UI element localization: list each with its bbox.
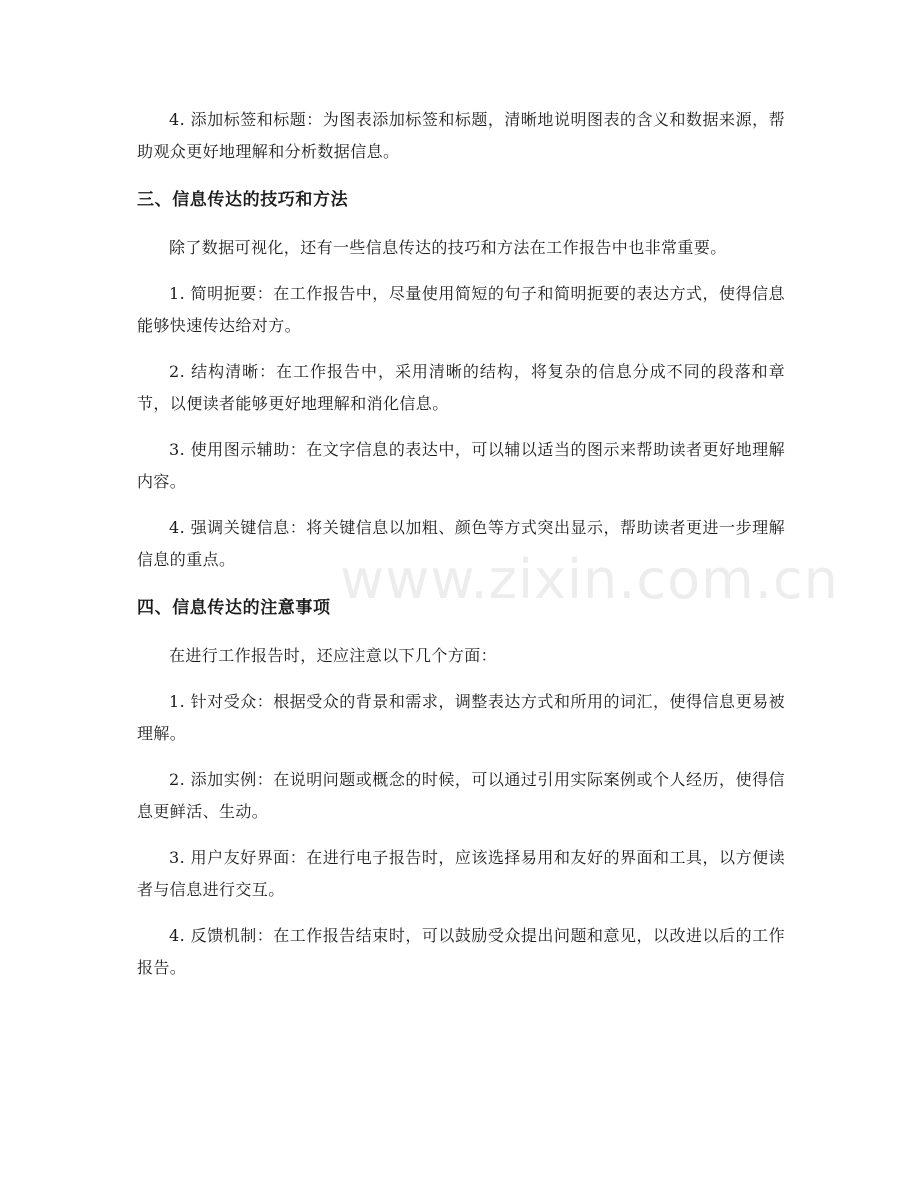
section-heading-4: 四、信息传达的注意事项 — [137, 598, 331, 618]
paragraph-intro-techniques: 除了数据可视化，还有一些信息传达的技巧和方法在工作报告中也非常重要。 — [169, 238, 727, 257]
paragraph-feedback-mechanism: 4. 反馈机制：在工作报告结束时，可以鼓励受众提出问题和意见，以改进以后的工作报告。 — [137, 926, 785, 977]
paragraph-emphasize-key-info: 4. 强调关键信息：将关键信息以加粗、颜色等方式突出显示，帮助读者更进一步理解信息的重点。 — [137, 518, 785, 569]
paragraph-add-examples: 2. 添加实例：在说明问题或概念的时候，可以通过引用实际案例或个人经历，使得信息更鲜活、生动。 — [137, 770, 785, 821]
paragraph-concise: 1. 简明扼要：在工作报告中，尽量使用简短的句子和简明扼要的表达方式，使得信息能够快速传达给对方。 — [137, 284, 785, 335]
paragraph-user-friendly-interface: 3. 用户友好界面：在进行电子报告时，应该选择易用和友好的界面和工具，以方便读者与信息进行交互。 — [137, 848, 785, 899]
paragraph-use-diagrams: 3. 使用图示辅助：在文字信息的表达中，可以辅以适当的图示来帮助读者更好地理解内容。 — [137, 440, 785, 491]
paragraph-target-audience: 1. 针对受众：根据受众的背景和需求，调整表达方式和所用的词汇，使得信息更易被理解。 — [137, 692, 785, 743]
paragraph-clear-structure: 2. 结构清晰：在工作报告中，采用清晰的结构，将复杂的信息分成不同的段落和章节，以便读者能够更好地理解和消化信息。 — [137, 362, 785, 413]
section-heading-3: 三、信息传达的技巧和方法 — [137, 190, 349, 210]
document-body — [137, 104, 785, 984]
paragraph-intro-notes: 在进行工作报告时，还应注意以下几个方面： — [169, 646, 498, 665]
watermark-text: www.zixin.com.cn — [340, 548, 839, 611]
paragraph-add-labels-titles: 4. 添加标签和标题：为图表添加标签和标题，清晰地说明图表的含义和数据来源，帮助观众更好地理解和分析数据信息。 — [137, 110, 785, 161]
